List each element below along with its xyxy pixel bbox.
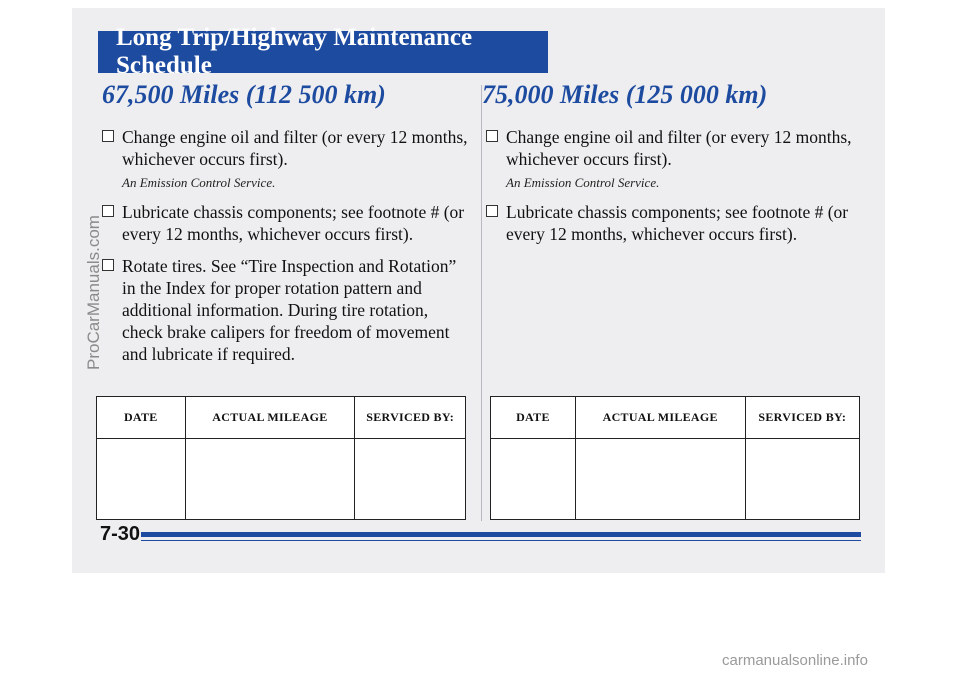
footer-rule-thin [141,540,861,541]
page-number: 7-30 [100,523,141,545]
footer-rule [141,532,861,537]
task-text: Change engine oil and filter (or every 12 months, whichever occurs first). [506,127,852,169]
actual-mileage-cell[interactable] [575,439,745,520]
table-header-row [491,397,860,439]
watermark-bottom: carmanualsonline.info [722,652,868,669]
date-cell[interactable] [491,439,576,520]
task-note: An Emission Control Service. [122,175,276,190]
checkbox-icon[interactable] [486,205,498,217]
task-item-lubricate-chassis [484,201,864,245]
actual-mileage-column-header: ACTUAL MILEAGE [575,397,745,439]
section-title: 75,000 Miles (125 000 km) [482,80,768,109]
task-text: Lubricate chassis components; see footnote # (or every 12 months, whichever occurs first). [506,202,849,244]
column-divider [481,85,482,521]
section-67500-miles [100,80,472,375]
task-text: Lubricate chassis components; see footnote # (or every 12 months, whichever occurs first). [122,202,465,244]
task-list [100,126,472,365]
actual-mileage-cell[interactable] [185,439,355,520]
task-item-change-oil [484,126,864,191]
checkbox-icon[interactable] [102,130,114,142]
page-title: Long Trip/Highway Maintenance Schedule [116,24,473,79]
watermark-left: ProCarManuals.com [84,215,103,370]
service-log-table-67500 [96,396,466,520]
actual-mileage-column-header: ACTUAL MILEAGE [185,397,355,439]
checkbox-icon[interactable] [486,130,498,142]
task-text: Change engine oil and filter (or every 12 months, whichever occurs first). [122,127,468,169]
section-title: 67,500 Miles (112 500 km) [102,80,386,109]
task-item-rotate-tires [100,255,472,365]
serviced-by-cell[interactable] [745,439,859,520]
serviced-by-cell[interactable] [355,439,466,520]
task-list [484,126,864,245]
page-header-banner [98,24,548,79]
section-75000-miles [484,80,864,255]
task-note: An Emission Control Service. [506,175,660,190]
date-column-header: DATE [491,397,576,439]
table-row [97,439,466,520]
table-header-row [97,397,466,439]
table-row [491,439,860,520]
task-item-lubricate-chassis [100,201,472,245]
serviced-by-column-header: SERVICED BY: [355,397,466,439]
service-log-table-75000 [490,396,860,520]
task-item-change-oil [100,126,472,191]
date-column-header: DATE [97,397,186,439]
task-text: Rotate tires. See “Tire Inspection and Rotation” in the Index for proper rotation pattern and additional information. During tire rotation, check brake calipers for freedom of movement and lubricate if required. [122,256,457,364]
serviced-by-column-header: SERVICED BY: [745,397,859,439]
date-cell[interactable] [97,439,186,520]
